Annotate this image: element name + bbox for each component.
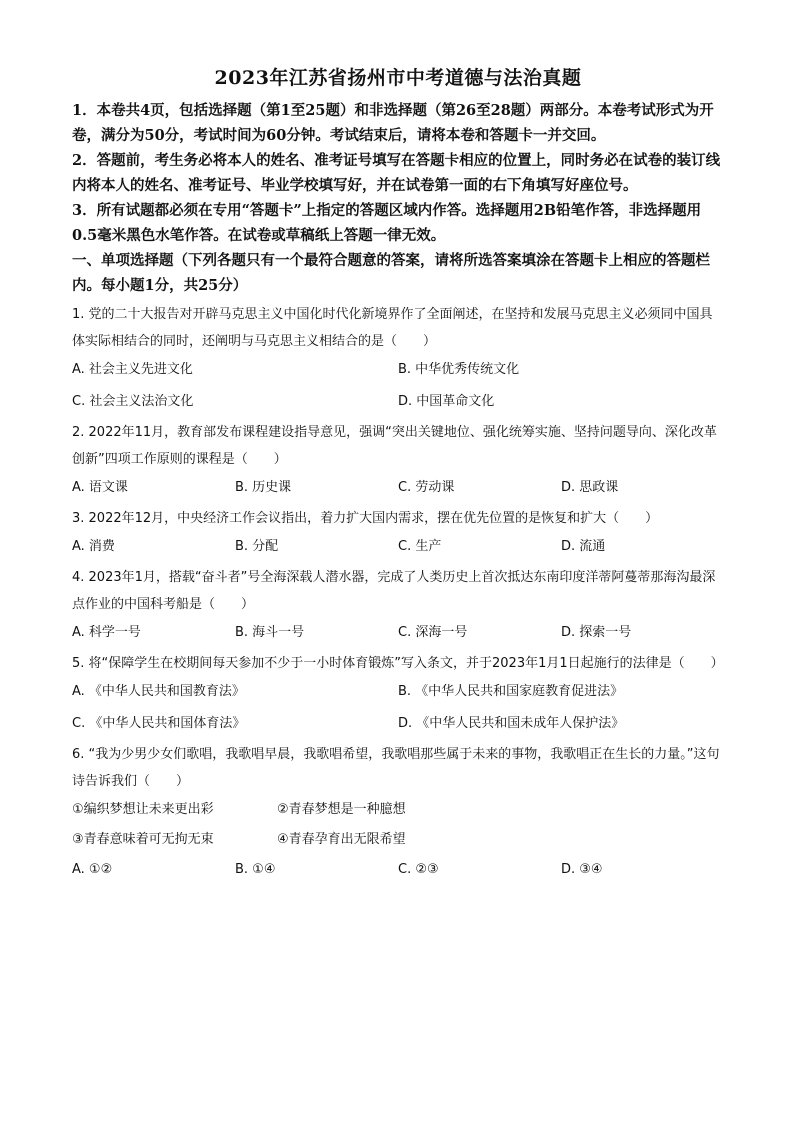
option-b: B. 海斗一号 <box>235 625 305 640</box>
question-stem: 2. 2022年11月，教育部发布课程建设指导意见，强调“突出关键地位、强化统筹实施、坚持问题导向、深化改革创新”四项工作原则的课程是（ ） <box>72 425 717 467</box>
option-a: A. 消费 <box>72 539 115 554</box>
option-a: A. 科学一号 <box>72 625 141 640</box>
page-title: 2023年江苏省扬州市中考道德与法治真题 <box>214 67 582 89</box>
option-b: B. 《中华人民共和国家庭教育促进法》 <box>398 684 624 699</box>
option-c: C. ②③ <box>398 862 439 877</box>
question-stem: 1. 党的二十大报告对开辟马克思主义中国化时代化新境界作了全面阐述，在坚持和发展马克思主义必须同中国具体实际相结合的同时，还阐明与马克思主义相结合的是（ ） <box>72 307 713 349</box>
option-a: A. ①② <box>72 862 113 877</box>
option-d: D. 中国革命文化 <box>398 394 495 409</box>
options <box>72 359 724 413</box>
option-b: B. 中华优秀传统文化 <box>398 362 520 377</box>
option-c: C. 劳动课 <box>398 480 455 495</box>
option-c: C. 《中华人民共和国体育法》 <box>72 716 246 731</box>
question-stem: 4. 2023年1月，搭载“奋斗者”号全海深载人潜水器，完成了人类历史上首次抵达东南印度洋蒂阿蔓蒂那海沟最深点作业的中国科考船是（ ） <box>72 570 716 612</box>
statement-2: ②青春梦想是一种臆想 <box>277 802 406 817</box>
statement-1: ①编织梦想让未来更出彩 <box>72 802 214 817</box>
instruction-1: 1．本卷共4页，包括选择题（第1至25题）和非选择题（第26至28题）两部分。本卷考试形式为开卷，满分为50分，考试时间为60分钟。考试结束后，请将本卷和答题卡一并交回。 <box>72 102 714 144</box>
option-c: C. 社会主义法治文化 <box>72 394 194 409</box>
option-d: D. 《中华人民共和国未成年人保护法》 <box>398 716 625 731</box>
instruction-3: 3．所有试题都必须在专用“答题卡”上指定的答题区域内作答。选择题用2B铅笔作答，非选择题用0.5毫米黑色水笔作答。在试卷或草稿纸上答题一律无效。 <box>72 202 702 244</box>
instructions <box>72 98 724 248</box>
options <box>72 622 724 644</box>
option-c: C. 深海一号 <box>398 625 468 640</box>
option-a: A. 社会主义先进文化 <box>72 362 193 377</box>
option-b: B. ①④ <box>235 862 276 877</box>
statement-4: ④青春孕育出无限希望 <box>277 832 406 847</box>
option-b: B. 分配 <box>235 539 279 554</box>
statement-3: ③青春意味着可无拘无束 <box>72 832 214 847</box>
option-a: A. 《中华人民共和国教育法》 <box>72 684 245 699</box>
question-3 <box>72 505 724 558</box>
options <box>72 477 724 499</box>
option-d: D. 流通 <box>561 539 606 554</box>
options <box>72 681 724 735</box>
question-4 <box>72 564 724 644</box>
question-stem: 3. 2022年12月，中央经济工作会议指出，着力扩大国内需求，摆在优先位置的是恢复和扩大（ ） <box>72 511 659 526</box>
instruction-2: 2．答题前，考生务必将本人的姓名、准考证号填写在答题卡相应的位置上，同时务必在试卷的装订线内将本人的姓名、准考证号、毕业学校填写好，并在试卷第一面的右下角填写好座位号。 <box>72 152 721 194</box>
options <box>72 536 724 558</box>
question-1 <box>72 301 724 413</box>
question-stem: 6. “我为少男少女们歌唱，我歌唱早晨，我歌唱希望，我歌唱那些属于未来的事物，我歌唱正在生长的力量。”这句诗告诉我们（ ） <box>72 747 720 789</box>
section-heading: 一、单项选择题（下列各题只有一个最符合题意的答案，请将所选答案填涂在答题卡上相应的答题栏内。每小题1分，共25分） <box>72 252 710 294</box>
option-c: C. 生产 <box>398 539 442 554</box>
option-b: B. 历史课 <box>235 480 292 495</box>
exam-page <box>72 64 724 887</box>
option-d: D. ③④ <box>561 862 603 877</box>
option-d: D. 思政课 <box>561 480 619 495</box>
option-a: A. 语文课 <box>72 480 128 495</box>
question-2 <box>72 419 724 499</box>
option-d: D. 探索一号 <box>561 625 632 640</box>
statements <box>72 799 724 851</box>
options <box>72 859 724 881</box>
question-stem: 5. 将“保障学生在校期间每天参加不少于一小时体育锻炼”写入条文，并于2023年1月1日起施行的法律是（ ） <box>72 656 724 671</box>
question-6 <box>72 741 724 881</box>
question-5 <box>72 650 724 735</box>
